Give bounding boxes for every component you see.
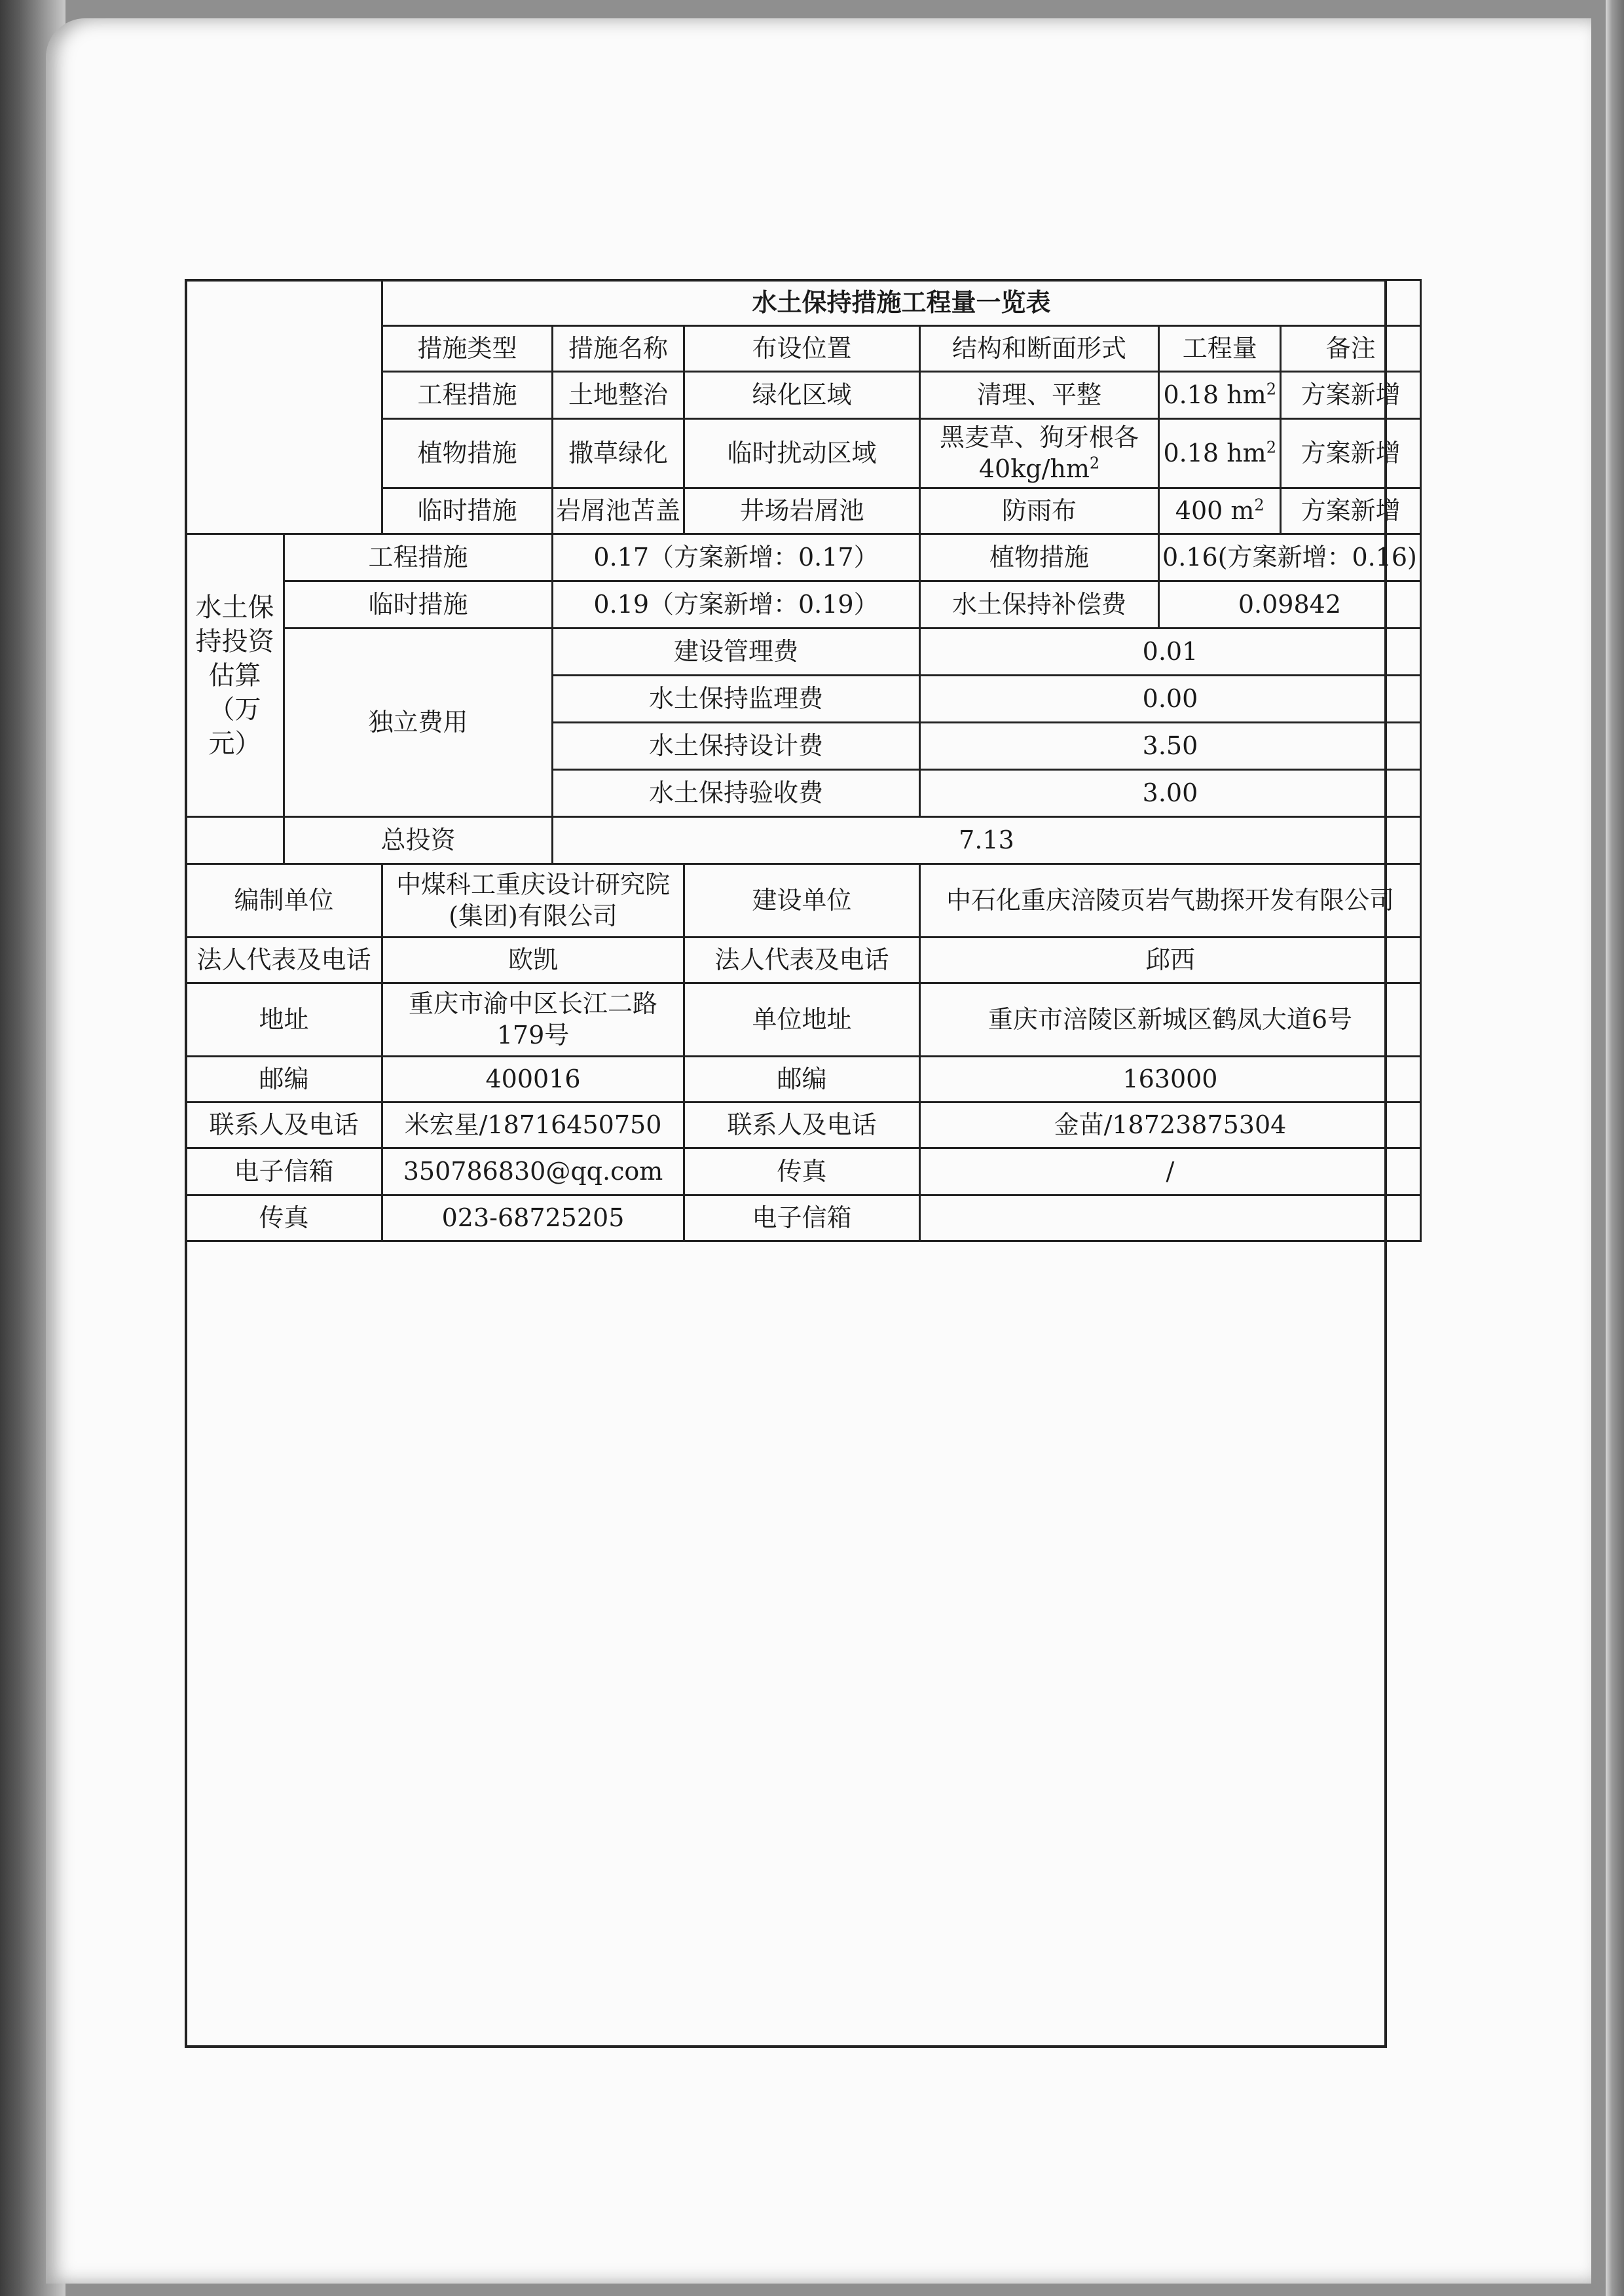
contact-label: 传真 (186, 1195, 382, 1241)
header-location: 布设位置 (684, 326, 920, 372)
contact-label: 电子信箱 (684, 1195, 920, 1241)
temporary-value: 0.19（方案新增：0.19） (553, 581, 920, 629)
contact-label: 单位地址 (684, 983, 920, 1057)
contact-value: 400016 (382, 1057, 684, 1102)
header-structure: 结构和断面形式 (920, 326, 1159, 372)
contact-value: 重庆市涪陵区新城区鹤凤大道6号 (920, 983, 1421, 1057)
contact-value: 163000 (920, 1057, 1421, 1102)
contact-label: 建设单位 (684, 864, 920, 938)
contact-row (186, 1102, 1421, 1148)
contact-label: 法人代表及电话 (186, 938, 382, 983)
contact-row (186, 1148, 1421, 1195)
contact-label: 邮编 (186, 1057, 382, 1102)
cost-item-value: 3.00 (920, 770, 1421, 817)
compensation-label: 水土保持补偿费 (920, 581, 1159, 629)
contact-label: 编制单位 (186, 864, 382, 938)
header-quantity: 工程量 (1159, 326, 1281, 372)
measure-note: 方案新增 (1281, 419, 1420, 488)
contact-row (186, 864, 1421, 938)
soil-water-conservation-table (185, 279, 1422, 1242)
contact-label: 联系人及电话 (684, 1102, 920, 1148)
header-note: 备注 (1281, 326, 1420, 372)
measure-type: 工程措施 (382, 372, 553, 419)
cost-item-value: 0.00 (920, 676, 1421, 723)
engineering-value: 0.17（方案新增：0.17） (553, 534, 920, 581)
measure-structure: 清理、平整 (920, 372, 1159, 419)
cost-item-label: 水土保持监理费 (553, 676, 920, 723)
temporary-label: 临时措施 (284, 581, 553, 629)
contact-value: / (920, 1148, 1421, 1195)
contact-row (186, 1195, 1421, 1241)
blank-cell (186, 817, 284, 864)
measure-name: 撒草绿化 (553, 419, 684, 488)
contact-row (186, 938, 1421, 983)
contact-label: 法人代表及电话 (684, 938, 920, 983)
contact-value: 中石化重庆涪陵页岩气勘探开发有限公司 (920, 864, 1421, 938)
cost-item-label: 水土保持验收费 (553, 770, 920, 817)
contact-value: 重庆市渝中区长江二路179号 (382, 983, 684, 1057)
measure-location: 井场岩屑池 (684, 488, 920, 534)
contact-label: 地址 (186, 983, 382, 1057)
measure-type: 植物措施 (382, 419, 553, 488)
measure-quantity: 400 $m^2$ (1159, 488, 1281, 534)
contact-value: 邱西 (920, 938, 1421, 983)
contact-row (186, 1057, 1421, 1102)
book-edge-right (1606, 0, 1624, 2296)
contact-label: 电子信箱 (186, 1148, 382, 1195)
blank-left-cell (186, 280, 382, 534)
measure-note: 方案新增 (1281, 372, 1420, 419)
contact-value: 米宏星/18716450750 (382, 1102, 684, 1148)
total-value: 7.13 (553, 817, 1421, 864)
table-title: 水土保持措施工程量一览表 (382, 280, 1421, 326)
measure-quantity: 0.18 $hm^2$ (1159, 372, 1281, 419)
cost-item-value: 0.01 (920, 629, 1421, 676)
cost-item-label: 建设管理费 (553, 629, 920, 676)
contact-value: 023-68725205 (382, 1195, 684, 1241)
contact-value: 金苗/18723875304 (920, 1102, 1421, 1148)
contact-label: 邮编 (684, 1057, 920, 1102)
measure-name: 土地整治 (553, 372, 684, 419)
independent-cost-label: 独立费用 (284, 629, 553, 817)
investment-label: 水土保持投资估算（万元） (186, 534, 284, 817)
cost-item-label: 水土保持设计费 (553, 723, 920, 770)
measure-quantity: 0.18 $hm^2$ (1159, 419, 1281, 488)
measure-structure: 黑麦草、狗牙根各 $40kg/hm^2$ (920, 419, 1159, 488)
contact-value: 中煤科工重庆设计研究院(集团)有限公司 (382, 864, 684, 938)
contact-value: 350786830@qq.com (382, 1148, 684, 1195)
contact-label: 传真 (684, 1148, 920, 1195)
engineering-label: 工程措施 (284, 534, 553, 581)
contact-row (186, 983, 1421, 1057)
measure-location: 临时扰动区域 (684, 419, 920, 488)
measure-note: 方案新增 (1281, 488, 1420, 534)
contact-value: 欧凯 (382, 938, 684, 983)
plant-value: 0.16(方案新增：0.16) (1159, 534, 1421, 581)
total-label: 总投资 (284, 817, 553, 864)
measure-name: 岩屑池苫盖 (553, 488, 684, 534)
measure-type: 临时措施 (382, 488, 553, 534)
header-measure-name: 措施名称 (553, 326, 684, 372)
contact-label: 联系人及电话 (186, 1102, 382, 1148)
measure-structure: 防雨布 (920, 488, 1159, 534)
plant-label: 植物措施 (920, 534, 1159, 581)
header-measure-type: 措施类型 (382, 326, 553, 372)
contact-value (920, 1195, 1421, 1241)
measure-location: 绿化区域 (684, 372, 920, 419)
cost-item-value: 3.50 (920, 723, 1421, 770)
compensation-value: 0.09842 (1159, 581, 1421, 629)
